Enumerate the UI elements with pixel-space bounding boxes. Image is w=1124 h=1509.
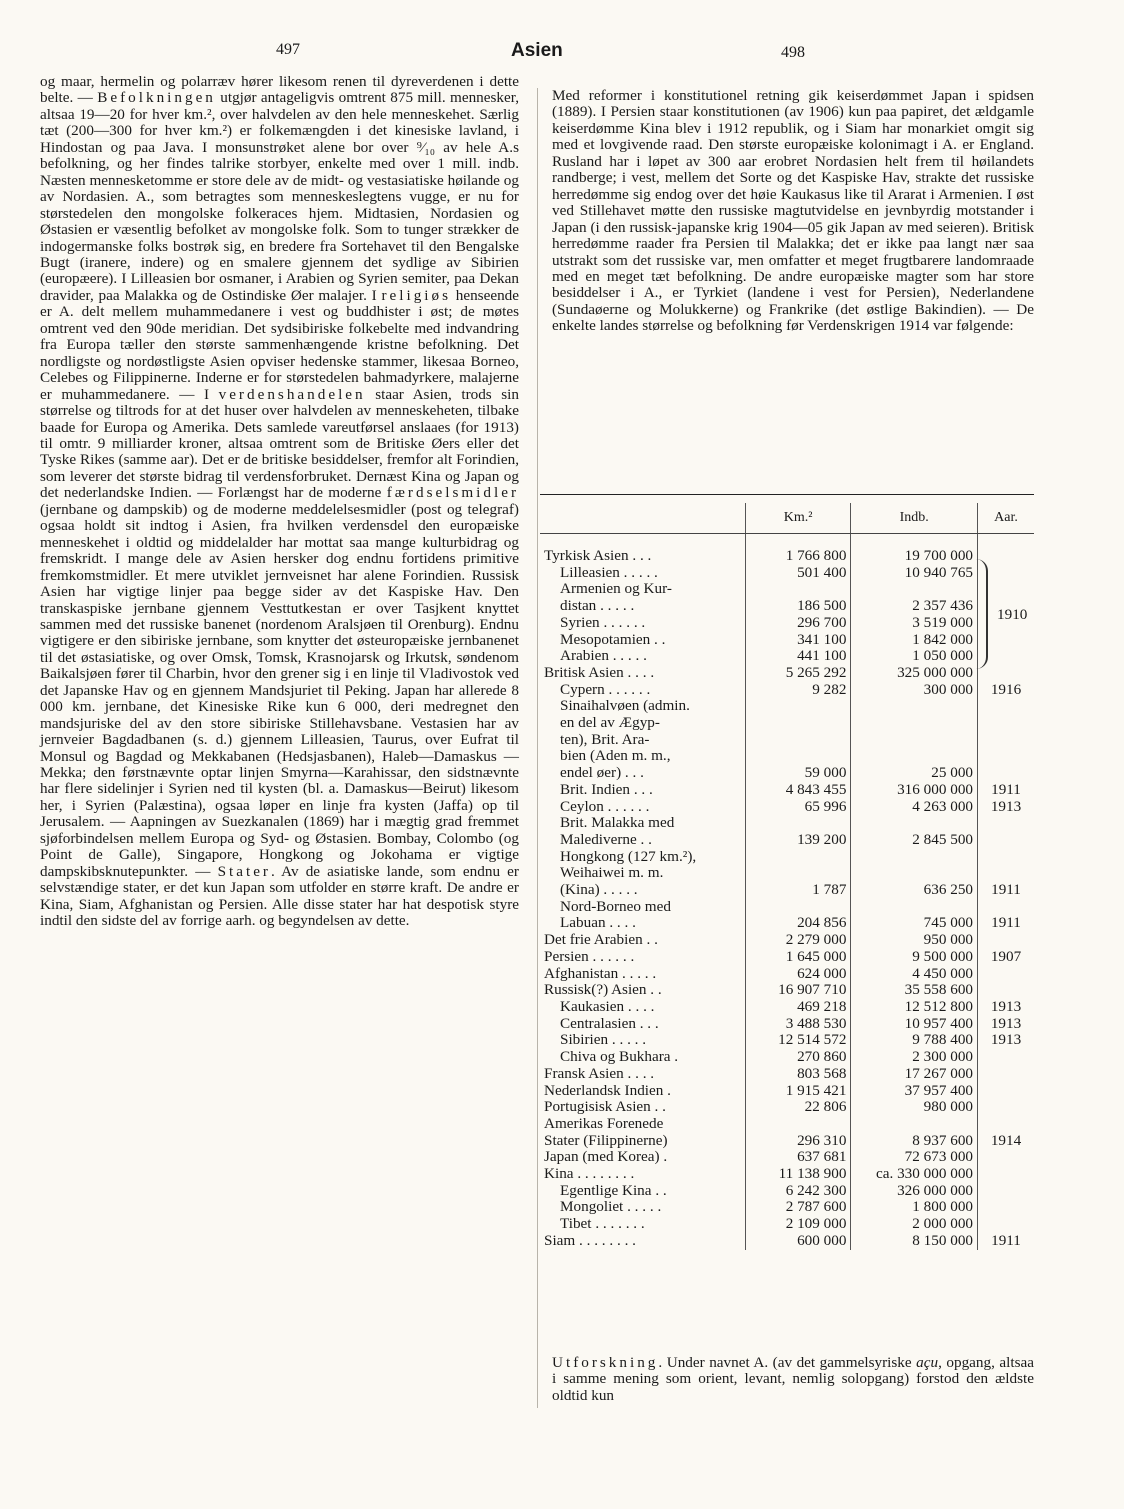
country-cell: Arabien . . . . . xyxy=(560,647,647,665)
area-cell: 803 568 xyxy=(745,1066,851,1083)
table-row xyxy=(540,1032,1034,1049)
left-column-text: og maar, hermelin og polarræv hører likesom renen til dyreverdenen i dette belte. — Befolkningen utgjør antageligvis omtrent 875 mill. mennesker, altsaa 19—20 for hver km.², over halvdelen av den hele menneskehet. Særlig tæt (200—300 for hver km.²) er folkemængden i det kinesiske lavland, i Hindostan og paa Java. I monsunstrøket alene bor over ⁹⁄₁₀ av hele A.s befolkning, og her findes talrike storbyer, enkelte med over 1 mill. indb. Næsten mennesketomme er store dele av de midt- og vestasiatiske høilande og av Nordasien. A., som betragtes som menneskeslegtens vugge, er nu for størstedelen den mongolske folkeraces hjem. Midtasien, Nordasien og Østasien er væsentlig befolket av mongolske folk. Som to tunger strækker de indogermanske folks bostrøk sig, en bredere fra Sortehavet til den Bengalske Bugt (iranere, indere) og en smalere gjennem det sydlige av Sibirien (europæere). I Lilleasien bor osmaner, i Arabien og Syrien semiter, paa Dekan dravider, paa Malakka og de Ostindiske Øer malajer. I religiøs henseende er A. delt mellem muhammedanere i vest og buddhister i øst; de møtes omtrent ved den 90de meridian. Det sydsibiriske folkebelte med indvandring fra Europa tæller den største sammenhængende kristne befolkning. Det nordligste og nordøstligste Asien opviser hedenske stammer, likesaa Borneo, Celebes og Filippinerne. Inderne er for størstedelen bahmadyrkere, malajerne er muhammedanere. — I verdenshandelen staar Asien, trods sin størrelse og tiltrods for at det huser over halvdelen av menneskeheten, tilbake baade for Europa og Amerika. Dets samlede vareutførsel anslaaes (for 1913) til omtr. 9 milliarder kroner, altsaa omtrent som de Britiske Øers eller det Tyske Rikes (samme aar). Det er de britiske besiddelser, fremfor alt Forindien, som leverer det største bidrag til verdensforbruket. Dernæst Kina og Japan og det nederlandske Indien. — Forlængst har de moderne færdselsmidler (jernbane og dampskib) og de moderne meddelelsesmidler (post og telegraf) ogsaa holdt sit indtog i Asien, fra hvilken verdensdel den europæiske menneskehet i oldtid og middelalder har mottat saa mange kulturbidrag og fremskridt. I mange dele av Asien hersker dog endnu fortidens primitive fremkomstmidler. Et mere utviklet jernveisnet har alene Forindien. Russisk Asien har vigtige linjer paa begge sider av det Kaspiske Hav. Den transkaspiske jernbane gjennem Vesttutkestan er over Tasjkent knyttet sammen med det russiske banenet (nordenom Aralsjøen til Orenburg). Endnu vigtigere er den sibiriske jernbane, som knytter det østeuropæiske jernbanenet til det østasiatiske, og over Omsk, Tomsk, Krasnojarsk og Irkutsk, søndenom Baikalsjøen fører til Charbin, hvor den grener sig i en linje til Vladivostok ved det Japanske Hav og en gjennem Mandsjuriet til Peking. Japan har allerede 8 000 km. jernbane, det Kinesiske Rike kun 6 000, deri medregnet den mandsjuriske del av den store sibiriske Stillehavsbane. Vestasien har av jernveier Bagdadbanen (s. d.) gjennem Lilleasien, Taurus, over Eufrat til Monsul og Bagdad og Mekkabanen (Hedsjasbanen), Haleb—Damaskus —Mekka; den førstnævnte optar linjen Smyrna—Karahissar, den sidstnævnte har flere sidelinjer i Syrien ned til kysten (bl. a. Damaskus—Beirut) likesom her, i Syrien (Palæstina), ogsaa løper en linje fra kysten (Jaffa) op til Jerusalem. — Aapningen av Suezkanalen (1869) har i mægtig grad fremmet sjøforbindelsen mellem Europa og Syd- og Østasien. Bombay, Colombo (og Point de Galle), Singapore, Hongkong og Jokohama er vigtige dampskibsknutepunkter. — Stater. Av de asiatiske lande, som endnu er selvstændige stater, er det kun Japan som utfolder en større kraft. De andre er Kina, Siam, Afghanistan og Persien. Alle disse stater har hat despotisk styre indtil den sidste del av forrige aarh. og begyndelsen av dette. xyxy=(40,73,520,930)
year-cell: 1913 xyxy=(978,799,1034,816)
country-cell: distan . . . . . xyxy=(560,597,635,615)
area-cell xyxy=(745,1116,851,1133)
population-cell: 2 357 436 xyxy=(851,598,978,615)
population-cell: 1 800 000 xyxy=(851,1199,978,1216)
year-cell xyxy=(978,698,1034,715)
population-cell: 9 788 400 xyxy=(851,1032,978,1049)
population-cell: 9 500 000 xyxy=(851,949,978,966)
country-cell: Japan (med Korea) . xyxy=(544,1148,668,1166)
table-row xyxy=(540,1199,1034,1216)
area-cell: 22 806 xyxy=(745,1099,851,1116)
year-cell: 1916 xyxy=(978,682,1034,699)
table-header-row xyxy=(540,503,1034,534)
country-cell: bien (Aden m. m., xyxy=(560,747,671,765)
area-cell: 1 645 000 xyxy=(745,949,851,966)
population-cell: 25 000 xyxy=(851,765,978,782)
year-cell xyxy=(978,832,1034,849)
table-row xyxy=(540,1183,1034,1200)
year-cell xyxy=(978,1066,1034,1083)
area-cell: 441 100 xyxy=(745,648,851,665)
year-cell: 1907 xyxy=(978,949,1034,966)
area-cell: 6 242 300 xyxy=(745,1183,851,1200)
country-cell: Egentlige Kina . . xyxy=(560,1181,667,1199)
country-cell: Nord-Borneo med xyxy=(560,897,671,915)
population-cell: 745 000 xyxy=(851,915,978,932)
country-cell: Det frie Arabien . . xyxy=(544,931,658,949)
year-cell xyxy=(978,1083,1034,1100)
country-cell: Stater (Filippinerne) xyxy=(544,1131,668,1149)
population-cell: 72 673 000 xyxy=(851,1149,978,1166)
population-cell xyxy=(851,1116,978,1133)
area-cell: 624 000 xyxy=(745,966,851,983)
area-cell: 11 138 900 xyxy=(745,1166,851,1183)
country-cell: Mongoliet . . . . . xyxy=(560,1198,662,1216)
country-cell: Armenien og Kur- xyxy=(560,580,672,598)
area-cell: 270 860 xyxy=(745,1049,851,1066)
table-row xyxy=(540,1133,1034,1150)
population-cell: 2 000 000 xyxy=(851,1216,978,1233)
area-cell xyxy=(745,815,851,832)
table-row xyxy=(540,1216,1034,1233)
table-top-rule xyxy=(540,494,1034,495)
population-cell: 1 050 000 xyxy=(851,648,978,665)
population-cell: 950 000 xyxy=(851,932,978,949)
table-row xyxy=(540,799,1034,816)
country-cell: Sinaihalvøen (admin. xyxy=(560,697,690,715)
table-row xyxy=(540,1083,1034,1100)
table-row xyxy=(540,1016,1034,1033)
country-cell: Chiva og Bukhara . xyxy=(560,1048,679,1066)
year-cell xyxy=(978,932,1034,949)
population-cell xyxy=(851,581,978,598)
year-cell xyxy=(978,966,1034,983)
table-row xyxy=(540,865,1034,882)
table-row xyxy=(540,899,1034,916)
year-cell xyxy=(978,732,1034,749)
country-statistics-table xyxy=(540,503,1034,1250)
year-cell xyxy=(978,1166,1034,1183)
population-cell: 17 267 000 xyxy=(851,1066,978,1083)
population-cell: 8 937 600 xyxy=(851,1133,978,1150)
table-row xyxy=(540,565,1034,582)
table-row xyxy=(540,849,1034,866)
spacer-cell xyxy=(978,534,1034,549)
country-cell: Kaukasien . . . . xyxy=(560,997,655,1015)
spacer-cell xyxy=(540,534,745,549)
column-divider xyxy=(537,88,538,1408)
population-cell xyxy=(851,849,978,866)
population-cell xyxy=(851,715,978,732)
spacer-cell xyxy=(745,534,851,549)
country-cell: Tyrkisk Asien . . . xyxy=(544,547,652,564)
table-row xyxy=(540,1049,1034,1066)
population-cell: 3 519 000 xyxy=(851,615,978,632)
area-cell: 9 282 xyxy=(745,682,851,699)
table-row xyxy=(540,581,1034,598)
area-cell: 1 787 xyxy=(745,882,851,899)
area-cell xyxy=(745,732,851,749)
table-row xyxy=(540,632,1034,649)
area-cell xyxy=(745,581,851,598)
population-cell: 326 000 000 xyxy=(851,1183,978,1200)
population-cell: ca. 330 000 000 xyxy=(851,1166,978,1183)
population-cell: 37 957 400 xyxy=(851,1083,978,1100)
country-cell: Kina . . . . . . . . xyxy=(544,1165,635,1183)
year-cell xyxy=(978,899,1034,916)
population-cell: 4 450 000 xyxy=(851,966,978,983)
table-row xyxy=(540,1233,1034,1250)
year-cell xyxy=(978,1183,1034,1200)
table-row xyxy=(540,982,1034,999)
population-cell xyxy=(851,815,978,832)
area-cell: 4 843 455 xyxy=(745,782,851,799)
country-cell: ten), Brit. Ara- xyxy=(560,730,650,748)
header-km2: Km.² xyxy=(745,503,851,534)
population-cell: 10 957 400 xyxy=(851,1016,978,1033)
area-cell: 186 500 xyxy=(745,598,851,615)
country-cell: Malediverne . . xyxy=(560,830,652,848)
table-row xyxy=(540,815,1034,832)
area-cell xyxy=(745,748,851,765)
area-cell: 5 265 292 xyxy=(745,665,851,682)
area-cell: 1 915 421 xyxy=(745,1083,851,1100)
table-row xyxy=(540,698,1034,715)
year-cell xyxy=(978,865,1034,882)
area-cell: 600 000 xyxy=(745,1233,851,1250)
table-row xyxy=(540,1066,1034,1083)
year-cell: 1911 xyxy=(978,782,1034,799)
country-cell: Brit. Malakka med xyxy=(560,814,675,832)
running-header-title: Asien xyxy=(511,40,563,61)
country-cell: Portugisisk Asien . . xyxy=(544,1098,666,1116)
area-cell: 341 100 xyxy=(745,632,851,649)
year-cell: 1911 xyxy=(978,1233,1034,1250)
population-cell xyxy=(851,899,978,916)
table-row xyxy=(540,832,1034,849)
population-cell: 636 250 xyxy=(851,882,978,899)
year-cell: 1914 xyxy=(978,1133,1034,1150)
year-cell xyxy=(978,1116,1034,1133)
population-cell xyxy=(851,748,978,765)
year-cell xyxy=(978,1099,1034,1116)
country-cell: Lilleasien . . . . . xyxy=(560,563,658,581)
year-cell xyxy=(978,548,1034,565)
country-cell: Mesopotamien . . xyxy=(560,630,666,648)
area-cell: 1 766 800 xyxy=(745,548,851,565)
area-cell xyxy=(745,865,851,882)
population-cell: 10 940 765 xyxy=(851,565,978,582)
table-row xyxy=(540,1116,1034,1133)
population-cell: 8 150 000 xyxy=(851,1233,978,1250)
table-row xyxy=(540,1166,1034,1183)
table-row xyxy=(540,966,1034,983)
country-cell: Cypern . . . . . . xyxy=(560,680,651,698)
header-inhabitants: Indb. xyxy=(851,503,978,534)
area-cell: 2 787 600 xyxy=(745,1199,851,1216)
table-row xyxy=(540,548,1034,565)
brace-year-label: 1910 xyxy=(997,606,1028,623)
header-year: Aar. xyxy=(978,503,1034,534)
population-cell: 4 263 000 xyxy=(851,799,978,816)
table-spacer-row xyxy=(540,534,1034,549)
year-cell: 1911 xyxy=(978,915,1034,932)
population-cell: 1 842 000 xyxy=(851,632,978,649)
table-row xyxy=(540,732,1034,749)
area-cell xyxy=(745,849,851,866)
country-cell: Russisk(?) Asien . . xyxy=(544,981,662,999)
area-cell: 296 700 xyxy=(745,615,851,632)
table-row xyxy=(540,648,1034,665)
year-cell: 1911 xyxy=(978,882,1034,899)
population-cell: 12 512 800 xyxy=(851,999,978,1016)
country-cell: Ceylon . . . . . . xyxy=(560,797,650,815)
area-cell: 637 681 xyxy=(745,1149,851,1166)
table-row xyxy=(540,748,1034,765)
table-row xyxy=(540,715,1034,732)
country-cell: Centralasien . . . xyxy=(560,1014,659,1032)
year-cell xyxy=(978,1049,1034,1066)
area-cell: 204 856 xyxy=(745,915,851,932)
population-cell xyxy=(851,865,978,882)
area-cell: 2 279 000 xyxy=(745,932,851,949)
table-row xyxy=(540,682,1034,699)
country-cell: Brit. Indien . . . xyxy=(560,780,653,798)
right-column-intro: Med reformer i konstitutionel retning gik keiserdømmet Japan i spidsen (1889). I Persien staar konstitutionen (av 1906) kun paa papiret, det ældgamle keiserdømme Kina blev i 1912 republik, og i Siam har monarkiet omgit sig med et lovgivende raad. Den største europæiske kolonimagt i A. er England. Rusland har i løpet av 300 aar erobret Nordasien helt frem til høilandets randberge; i vest, mellem det Sorte og det Kaspiske Hav, strakte det russiske herredømme sig endog over det høie Kaukasus like til Ararat i Armenien. I øst ved Stillehavet møtte den russiske magtutvidelse en jevnbyrdig motstander i Japan (i den russisk-japanske krig 1904—05 gik Japan av med seieren). Britisk herredømme raader fra Persien til Malakka; det er ikke paa langt nær saa utstrakt som det russiske var, men omfatter et meget frugtbarere landomraade med en meget tæt befolkning. De andre europæiske magter som har store besiddelser i A., er Tyrkiet (landene i vest for Persien), Nederlandene (Sundaøerne og Molukkerne) og Frankrike (det østlige Bakindien). — De enkelte landes størrelse og befolkning før Verdenskrigen 1914 var følgende: xyxy=(552,87,1034,335)
table-row xyxy=(540,882,1034,899)
page-number-right: 498 xyxy=(781,44,805,61)
country-cell: (Kina) . . . . . xyxy=(560,881,638,899)
table-row xyxy=(540,949,1034,966)
year-cell xyxy=(978,1199,1034,1216)
table-row xyxy=(540,915,1034,932)
country-cell: Syrien . . . . . . xyxy=(560,613,646,631)
country-cell: Fransk Asien . . . . xyxy=(544,1064,655,1082)
population-cell: 980 000 xyxy=(851,1099,978,1116)
year-cell xyxy=(978,1149,1034,1166)
brace-tyrkisk-asien xyxy=(974,559,988,669)
table-row xyxy=(540,765,1034,782)
population-cell: 300 000 xyxy=(851,682,978,699)
area-cell: 3 488 530 xyxy=(745,1016,851,1033)
year-cell: 1913 xyxy=(978,999,1034,1016)
table-row xyxy=(540,932,1034,949)
country-cell: Amerikas Forenede xyxy=(544,1114,664,1132)
year-cell xyxy=(978,815,1034,832)
right-column-outro: Utforskning. Under navnet A. (av det gammelsyriske açu, opgang, altsaa i samme mening som orient, levant, nemlig solopgang) forstod den ældste oldtid kun xyxy=(552,1354,1034,1404)
year-cell xyxy=(978,665,1034,682)
year-cell xyxy=(978,1216,1034,1233)
year-cell: 1913 xyxy=(978,1032,1034,1049)
area-cell xyxy=(745,698,851,715)
country-cell: Tibet . . . . . . . xyxy=(560,1215,645,1233)
table-row xyxy=(540,999,1034,1016)
year-cell xyxy=(978,849,1034,866)
area-cell: 16 907 710 xyxy=(745,982,851,999)
table-row xyxy=(540,1149,1034,1166)
population-cell: 35 558 600 xyxy=(851,982,978,999)
year-cell: 1913 xyxy=(978,1016,1034,1033)
year-cell xyxy=(978,715,1034,732)
population-cell: 19 700 000 xyxy=(851,548,978,565)
area-cell: 469 218 xyxy=(745,999,851,1016)
population-cell xyxy=(851,732,978,749)
area-cell xyxy=(745,899,851,916)
spacer-cell xyxy=(851,534,978,549)
country-cell: en del av Ægyp- xyxy=(560,714,660,732)
area-cell: 296 310 xyxy=(745,1133,851,1150)
area-cell xyxy=(745,715,851,732)
table-row xyxy=(540,1099,1034,1116)
country-cell: Britisk Asien . . . . xyxy=(544,663,655,681)
country-cell: Siam . . . . . . . . xyxy=(544,1231,636,1249)
table-row xyxy=(540,598,1034,615)
population-cell: 316 000 000 xyxy=(851,782,978,799)
table-row xyxy=(540,615,1034,632)
country-cell: Labuan . . . . xyxy=(560,914,636,932)
year-cell xyxy=(978,765,1034,782)
header-name xyxy=(540,503,745,534)
area-cell: 139 200 xyxy=(745,832,851,849)
table-row xyxy=(540,665,1034,682)
year-cell xyxy=(978,748,1034,765)
area-cell: 2 109 000 xyxy=(745,1216,851,1233)
population-cell xyxy=(851,698,978,715)
country-cell: Nederlandsk Indien . xyxy=(544,1081,671,1099)
country-cell: Afghanistan . . . . . xyxy=(544,964,657,982)
area-cell: 65 996 xyxy=(745,799,851,816)
country-cell: Hongkong (127 km.²), xyxy=(560,847,697,865)
population-cell: 2 845 500 xyxy=(851,832,978,849)
page-number-left: 497 xyxy=(276,41,300,58)
country-cell: Weihaiwei m. m. xyxy=(560,864,664,882)
country-cell: Sibirien . . . . . xyxy=(560,1031,647,1049)
area-cell: 59 000 xyxy=(745,765,851,782)
country-cell: endel øer) . . . xyxy=(560,764,644,782)
population-cell: 2 300 000 xyxy=(851,1049,978,1066)
population-cell: 325 000 000 xyxy=(851,665,978,682)
area-cell: 12 514 572 xyxy=(745,1032,851,1049)
table-row xyxy=(540,782,1034,799)
area-cell: 501 400 xyxy=(745,565,851,582)
year-cell xyxy=(978,982,1034,999)
country-cell: Persien . . . . . . xyxy=(544,947,635,965)
